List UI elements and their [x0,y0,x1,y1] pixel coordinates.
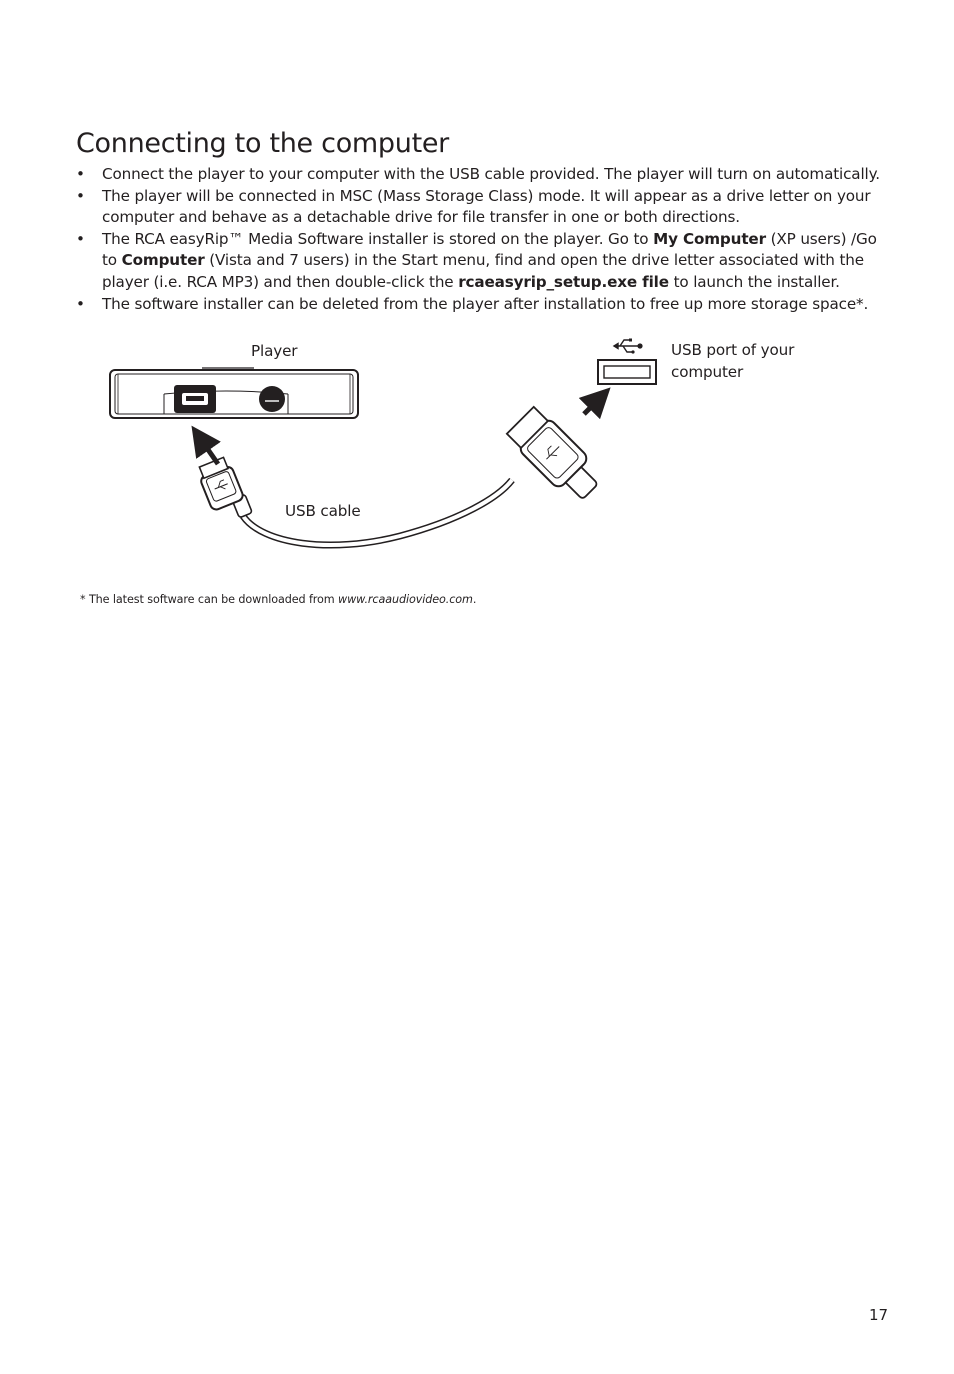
bold-term-my-computer: My Computer [653,229,766,248]
player-label: Player [251,342,298,360]
bullet-text: The player will be connected in MSC (Mass Storage Class) mode. It will appear as a drive letter on your computer and behave as a detachable drive for file transfer in one or both directions. [102,186,871,227]
list-item [76,294,896,316]
bold-term-setup-file: rcaeasyrip_setup.exe file [458,272,669,291]
connection-illustration [0,330,954,560]
bullet-text: The RCA easyRip™ Media Software installer is stored on the player. Go to [102,229,654,248]
list-item [76,164,896,186]
bullet-marker: • [76,165,85,183]
footnote-suffix: . [472,593,477,606]
footnote [80,593,476,606]
usb-cable-wire [243,480,512,545]
usb-trident-icon [614,339,643,354]
bullet-text: (XP users) /Go to [102,229,877,270]
standard-usb-plug [505,405,607,507]
usb-cable-label: USB cable [285,502,361,520]
player-device [110,368,358,418]
bold-term-computer: Computer [121,251,205,270]
footnote-url: www.rcaaudiovideo.com [338,593,473,606]
bullet-text: Connect the player to your computer with the USB cable provided. The player will turn on automatically. [102,165,880,183]
page-number: 17 [869,1306,889,1324]
bullet-text: (Vista and 7 users) in the Start menu, find and open the drive letter associated with the player (i.e. RCA MP3) and then double-click the [102,251,864,291]
bullet-marker: • [76,229,85,248]
instruction-list [76,164,896,315]
connection-diagram [0,330,954,560]
usb-port-label-line2: computer [671,363,744,381]
usb-port-label [671,339,794,383]
mini-usb-plug [196,455,253,526]
bullet-text: The software installer can be deleted from the player after installation to free up more storage space*. [102,294,869,313]
arrow-to-player [200,438,218,464]
footnote-text: * The latest software can be downloaded from [80,593,339,606]
usb-port-label-line1: USB port of your [671,341,795,359]
page-title: Connecting to the computer [76,128,449,159]
list-item [76,229,896,294]
computer-usb-port [598,360,656,384]
bullet-marker: • [76,186,85,205]
arrow-to-computer [584,398,600,414]
list-item [76,186,896,229]
bullet-text: to launch the installer. [668,272,840,291]
bullet-marker: • [76,294,85,313]
